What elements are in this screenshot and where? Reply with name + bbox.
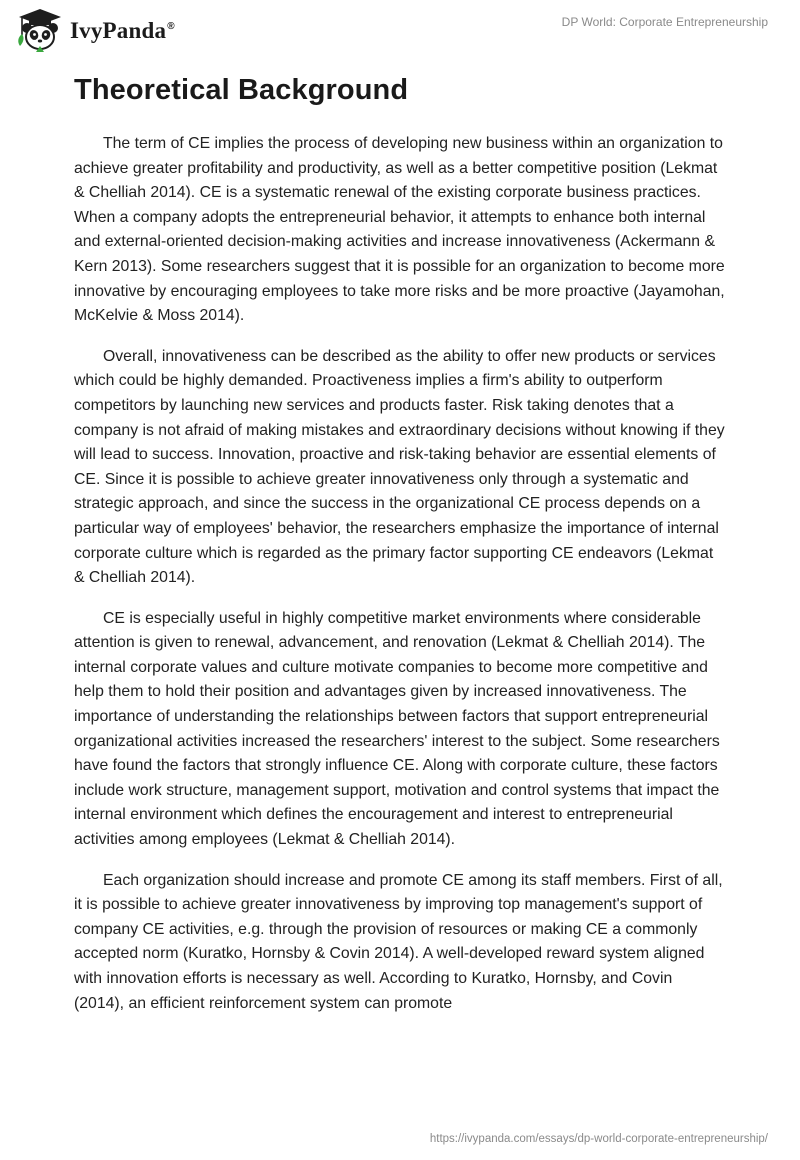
essay-body bbox=[74, 132, 726, 1032]
paragraph: CE is especially useful in highly competitive market environments where considerable attention is given to renewal, advancement, and renovation (Lekmat & Chelliah 2014). The internal corporate values and culture motivate companies to become more competitive and help them to hold their position and advantages given by increased innovativeness. The importance of understanding the relationships between factors that support entrepreneurial organizational activities increased the researchers' interest to the subject. Some researchers have found the factors that strongly influence CE. Along with corporate culture, these factors include work structure, management support, motivation and control systems that impact the internal environment which defines the encouragement and interest to entrepreneurial activities among employees (Lekmat & Chelliah 2014). bbox=[74, 609, 720, 849]
page-header bbox=[0, 0, 800, 60]
panda-graduate-icon bbox=[14, 8, 66, 52]
logo-wordmark bbox=[70, 18, 175, 44]
ivypanda-logo[interactable] bbox=[14, 8, 175, 52]
document-title: DP World: Corporate Entrepreneurship bbox=[561, 15, 768, 29]
paragraph: Overall, innovativeness can be described as the ability to offer new products or services which could be highly demanded. Proactiveness implies a firm's ability to outperform competitors by launching new services and products faster. Risk taking denotes that a company is not afraid of making mistakes and extraordinary decisions without knowing if they will lead to success. Innovation, proactive and risk-taking behavior are essential elements of CE. Since it is possible to achieve greater innovativeness only through a systematic and strategic approach, and since the success in the organizational CE process depends on a particular way of employees' behavior, the researchers emphasize the importance of internal corporate culture which is regarded as the primary factor supporting CE endeavors (Lekmat & Chelliah 2014). bbox=[74, 347, 725, 587]
source-url-link[interactable]: https://ivypanda.com/essays/dp-world-corporate-entrepreneurship/ bbox=[429, 1133, 768, 1145]
logo-name: IvyPanda bbox=[70, 18, 167, 43]
registered-mark: ® bbox=[167, 21, 175, 33]
page-heading: Theoretical Background bbox=[74, 74, 409, 106]
paragraph: Each organization should increase and promote CE among its staff members. First of all, it is possible to achieve greater innovativeness by improving top management's support of company CE activities, e.g. through the provision of resources or making CE a commonly accepted norm (Kuratko, Hornsby & Covin 2014). A well-developed reward system aligned with innovation efforts is necessary as well. According to Kuratko, Hornsby, and Covin (2014), an efficient reinforcement system can promote bbox=[74, 871, 723, 1012]
paragraph: The term of CE implies the process of developing new business within an organization to achieve greater profitability and productivity, as well as a better competitive position (Lekmat & Chelliah 2014). CE is a systematic renewal of the existing corporate business practices. When a company adopts the entrepreneurial behavior, it attempts to enhance both internal and external-oriented decision-making activities and increase innovativeness (Ackermann & Kern 2013). Some researchers suggest that it is possible for an organization to become more innovative by encouraging employees to take more risks and be more proactive (Jayamohan, McKelvie & Moss 2014). bbox=[74, 135, 725, 325]
